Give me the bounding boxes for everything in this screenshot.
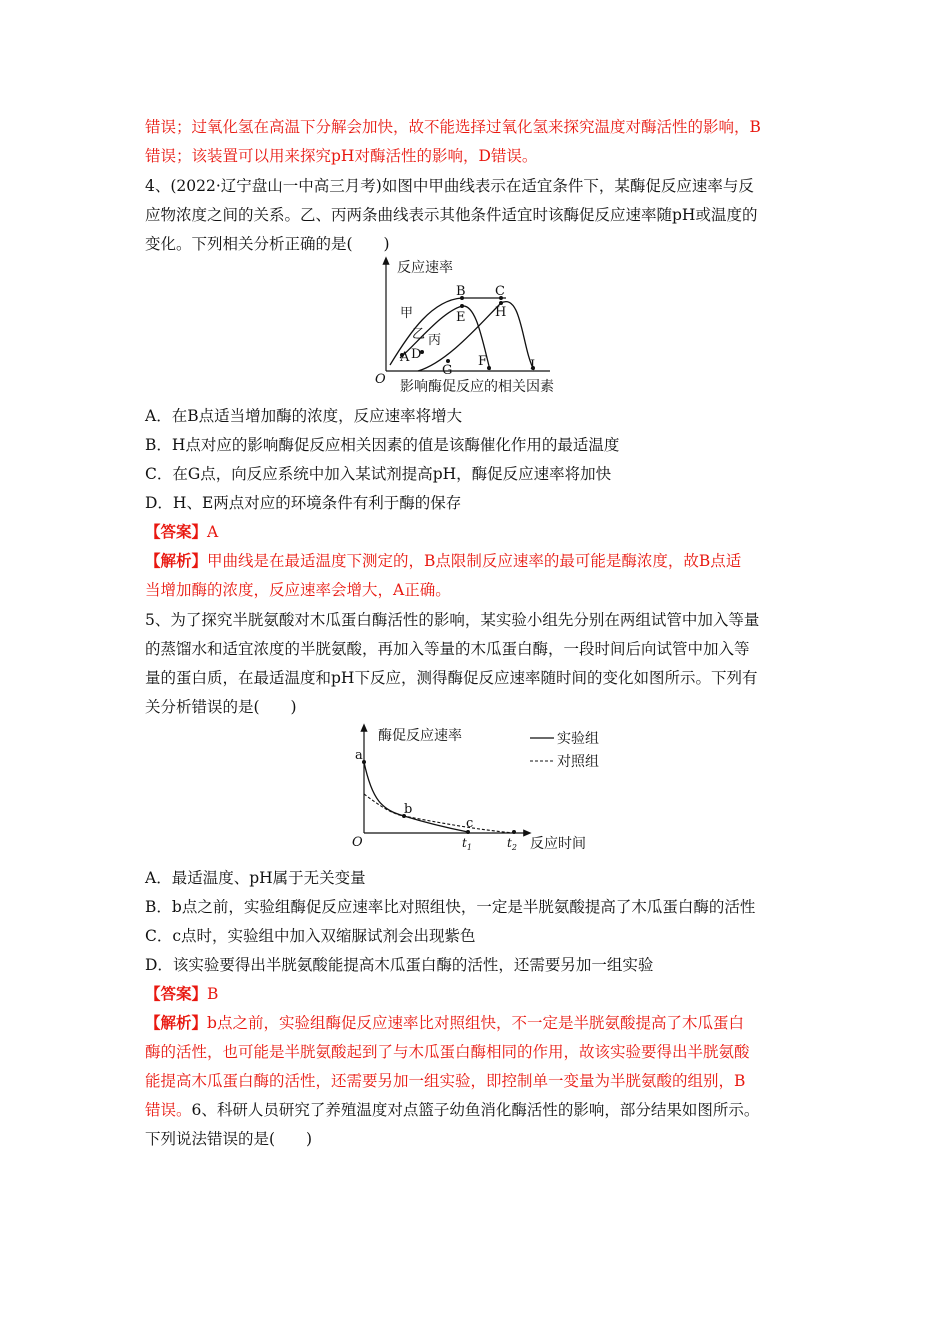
q4-answer-value: A — [207, 523, 219, 541]
q4-option-b: B．H点对应的影响酶促反应相关因素的值是该酶催化作用的最适温度 — [145, 436, 620, 454]
q5-analysis-line-1 — [145, 1013, 825, 1033]
q4-point-e — [460, 304, 464, 308]
q5-analysis-line-3: 能提高木瓜蛋白酶的活性，还需要另加一组实验，即控制单一变量为半胱氨酸的组别，B — [145, 1072, 746, 1090]
q4-x-axis-label: 影响酶促反应的相关因素 — [400, 379, 554, 395]
q5-origin-label: O — [352, 835, 363, 850]
q4-label-bing: 丙 — [428, 333, 442, 348]
q5-legend-dashed-label: 对照组 — [557, 754, 599, 770]
q5-stem-line-3: 量的蛋白质，在最适温度和pH下反应，测得酶促反应速率随时间的变化如图所示。下列有 — [145, 669, 758, 687]
q4-stem-line-2: 应物浓度之间的关系。乙、丙两条曲线表示其他条件适宜时该酶促反应速率随pH或温度的 — [145, 206, 758, 224]
q4-answer — [145, 522, 825, 542]
q5-label-b: b — [404, 802, 413, 817]
q5-legend-solid-label: 实验组 — [557, 731, 599, 747]
q5-analysis-text-1: b点之前，实验组酶促反应速率比对照组快，不一定是半胱氨酸提高了木瓜蛋白 — [207, 1014, 744, 1032]
q4-label-h: H — [495, 305, 507, 320]
q4-label-g: G — [442, 363, 453, 378]
q4-origin-label: O — [375, 372, 386, 387]
q5-figure — [350, 722, 620, 857]
q4-y-axis-label: 反应速率 — [397, 260, 453, 276]
q4-analysis-label: 【解析】 — [145, 551, 208, 570]
q5-option-c: C．c点时，实验组中加入双缩脲试剂会出现紫色 — [145, 927, 476, 945]
q5-option-a: A．最适温度、pH属于无关变量 — [145, 869, 366, 887]
q5-tick-t1: $t_1$ — [462, 836, 472, 852]
q5-stem-line-1: 5、为了探究半胱氨酸对木瓜蛋白酶活性的影响，某实验小组先分别在两组试管中加入等量 — [145, 611, 760, 629]
q4-answer-label: 【答案】 — [145, 522, 208, 541]
q5-y-axis-label: 酶促反应速率 — [378, 728, 462, 744]
q4-analysis-text-1: 甲曲线是在最适温度下测定的，B点限制反应速率的最可能是酶浓度，故B点适 — [207, 552, 742, 570]
q5-analysis-line-4 — [145, 1100, 825, 1120]
q5-curve-control — [364, 794, 514, 833]
q5-stem-line-2: 的蒸馏水和适宜浓度的半胱氨酸，再加入等量的木瓜蛋白酶，一段时间后向试管中加入等 — [145, 640, 750, 658]
q6-stem-line-1: 6、科研人员研究了养殖温度对点篮子幼鱼消化酶活性的影响，部分结果如图所示。 — [191, 1101, 760, 1119]
q6-stem-line-2: 下列说法错误的是( ) — [145, 1130, 313, 1148]
q4-figure — [370, 254, 590, 397]
q4-label-e: E — [456, 310, 466, 325]
q5-option-b: B．b点之前，实验组酶促反应速率比对照组快，一定是半胱氨酸提高了木瓜蛋白酶的活性 — [145, 898, 756, 916]
q4-analysis-line-1 — [145, 551, 825, 571]
q4-label-d: D — [411, 347, 422, 362]
q5-x-axis-label: 反应时间 — [530, 836, 586, 852]
q4-point-f — [487, 366, 491, 370]
q4-label-c: C — [495, 284, 505, 299]
prev-analysis-line-1: 错误；过氧化氢在高温下分解会加快，故不能选择过氧化氢来探究温度对酶活性的影响，B — [145, 118, 761, 136]
q4-option-a: A．在B点适当增加酶的浓度，反应速率将增大 — [145, 407, 463, 425]
q5-analysis-line-2: 酶的活性，也可能是半胱氨酸起到了与木瓜蛋白酶相同的作用，故该实验要得出半胱氨酸 — [145, 1043, 750, 1061]
q4-label-jia: 甲 — [400, 306, 414, 321]
q5-analysis-label: 【解析】 — [145, 1013, 208, 1032]
q4-label-i: I — [530, 358, 536, 373]
q4-analysis-line-2: 当增加酶的浓度，反应速率会增大，A正确。 — [145, 581, 451, 599]
q4-option-c: C．在G点，向反应系统中加入某试剂提高pH，酶促反应速率将加快 — [145, 465, 612, 483]
q5-tick-t2: $t_2$ — [507, 836, 517, 852]
q5-curve-experimental — [364, 762, 468, 832]
q4-label-a: A — [400, 350, 410, 365]
prev-analysis-line-2: 错误；该装置可以用来探究pH对酶活性的影响，D错误。 — [145, 147, 538, 165]
q5-answer-value: B — [207, 985, 219, 1003]
q4-stem-line-3: 变化。下列相关分析正确的是( ) — [145, 235, 390, 253]
q5-label-a: a — [355, 748, 363, 763]
q5-analysis-text-4: 错误。 — [145, 1101, 192, 1119]
q5-answer-label: 【答案】 — [145, 984, 208, 1003]
q4-label-yi: 乙 — [412, 327, 426, 342]
q4-option-d: D．H、E两点对应的环境条件有利于酶的保存 — [145, 494, 462, 512]
q5-stem-line-4: 关分析错误的是( ) — [145, 698, 297, 716]
q5-answer — [145, 984, 825, 1004]
q5-option-d: D．该实验要得出半胱氨酸能提高木瓜蛋白酶的活性，还需要另加一组实验 — [145, 956, 654, 974]
q4-label-b: B — [456, 284, 466, 299]
q5-label-c: c — [466, 816, 474, 831]
q5-point-t2 — [512, 830, 516, 834]
q4-stem-line-1: 4、(2022·辽宁盘山一中高三月考)如图中甲曲线表示在适宜条件下，某酶促反应速率与反 — [145, 177, 754, 195]
q4-label-f: F — [478, 354, 488, 369]
